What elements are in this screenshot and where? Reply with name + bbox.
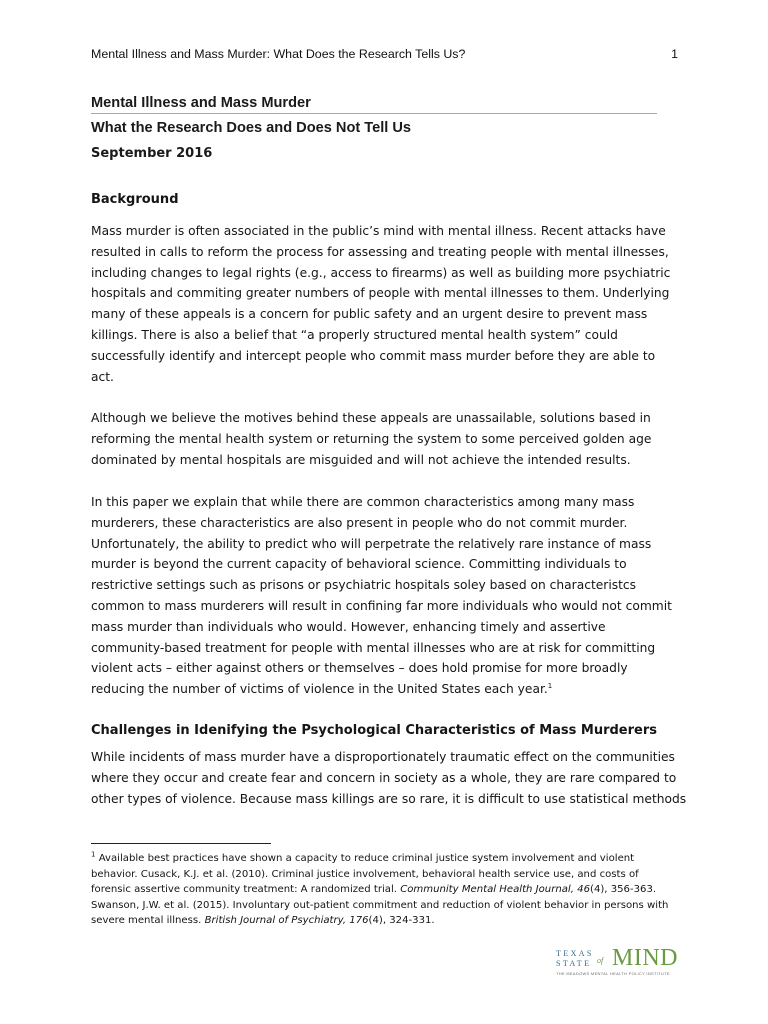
footnote-line: behavior. Cusack, K.J. et al. (2010). Criminal justice involvement, behavioral health service use, and costs of — [91, 868, 639, 880]
background-paragraph-3 — [91, 492, 691, 700]
footnote-reference[interactable]: 1 — [547, 682, 553, 691]
text-line: resulted in calls to reform the process for assessing and treating people with mental illnesses, — [91, 244, 669, 259]
journal-name: British Journal of Psychiatry, 176 — [204, 915, 369, 927]
section-heading-challenges: Challenges in Idenifying the Psychological Characteristics of Mass Murderers — [91, 723, 658, 738]
journal-name: Community Mental Health Journal, 46 — [400, 884, 590, 896]
text-line: Although we believe the motives behind these appeals are unassailable, solutions based in — [91, 411, 651, 425]
section-heading-background: Background — [91, 192, 179, 207]
footnote-separator — [91, 843, 271, 844]
background-paragraph-1 — [91, 221, 691, 387]
challenges-paragraph — [91, 747, 691, 809]
text-line: Unfortunately, the ability to predict who will perpetrate the relatively rare instance of mass — [91, 536, 652, 551]
footnote — [91, 851, 691, 929]
text-line: killings. There is also a belief that “a properly structured mental health system” could — [91, 327, 618, 342]
footnote-line — [91, 913, 691, 929]
text-line: act. — [91, 369, 114, 384]
document-title: Mental Illness and Mass Murder — [91, 95, 311, 111]
running-title: Mental Illness and Mass Murder: What Does the Research Tells Us? — [91, 47, 466, 61]
logo-of-text: of — [597, 956, 604, 965]
text-line: In this paper we explain that while there are common characteristics among many mass — [91, 495, 635, 509]
text-line: mass murder than individuals who would. However, enhancing timely and assertive — [91, 619, 606, 634]
title-underline — [91, 113, 657, 114]
text-line: many of these appeals is a concern for public safety and an urgent desire to prevent mass — [91, 307, 648, 322]
text-line: hospitals and commiting greater numbers of people with mental illnesses to them. Underlying — [91, 286, 670, 301]
text-line: Mass murder is often associated in the public’s mind with mental illness. Recent attacks have — [91, 224, 666, 238]
footnote-text: forensic assertive community treatment: A randomized trial. — [91, 884, 401, 896]
text-line: common to mass murderers will result in confining far more individuals who would not commit — [91, 598, 672, 613]
text-line: restrictive settings such as prisons or psychiatric hospitals soley based on characteristcs — [91, 578, 637, 593]
footnote-line — [91, 851, 691, 867]
footnote-text: (4), 324-331. — [368, 915, 435, 927]
document-subtitle: What the Research Does and Does Not Tell Us — [91, 120, 412, 136]
logo-texas-text: TEXAS — [556, 949, 594, 958]
text-line: reforming the mental health system or returning the system to some perceived golden age — [91, 431, 652, 446]
text-line: successfully identify and intercept people who commit mass murder before they are able to — [91, 348, 656, 363]
text-line: violent acts – either against others or themselves – does hold promise for more broadly — [91, 661, 628, 676]
text-line: While incidents of mass murder have a disproportionately traumatic effect on the communities — [91, 750, 675, 764]
text-line: other types of violence. Because mass killings are so rare, it is difficult to use statistical methods — [91, 791, 687, 806]
text-line — [91, 679, 691, 700]
text-line: murderers, these characteristics are also present in people who do not commit murder. — [91, 515, 628, 530]
texas-state-of-mind-logo — [556, 946, 678, 978]
footnote-marker: 1 — [91, 850, 96, 859]
footnote-text: Available best practices have shown a capacity to reduce criminal justice system involvement and violent — [98, 853, 635, 864]
page-number: 1 — [671, 47, 678, 61]
footnote-line — [91, 882, 691, 898]
footnote-text: (4), 356-363. — [590, 884, 657, 896]
text-line: murder is beyond the current capacity of behavioral science. Committing individuals to — [91, 557, 627, 572]
logo-state-text: STATE — [556, 959, 592, 968]
background-paragraph-2 — [91, 408, 691, 470]
logo-mind-text: MIND — [612, 945, 678, 971]
document-date: September 2016 — [91, 146, 213, 161]
logo-tagline: THE MEADOWS MENTAL HEALTH POLICY INSTITUTE — [556, 971, 670, 976]
running-header — [91, 47, 678, 61]
text-line: community-based treatment for people with mental illnesses who are at risk for committing — [91, 640, 656, 655]
footnote-text: severe mental illness. — [91, 915, 205, 927]
text-line: including changes to legal rights (e.g., access to firearms) as well as building more psychiatric — [91, 265, 671, 280]
text-line-content: reducing the number of victims of violence in the United States each year. — [91, 682, 548, 697]
text-line: where they occur and create fear and concern in society as a whole, they are rare compared to — [91, 770, 677, 785]
footnote-line: Swanson, J.W. et al. (2015). Involuntary out-patient commitment and reduction of violent behavior in persons with — [91, 899, 669, 911]
text-line: dominated by mental hospitals are misguided and will not achieve the intended results. — [91, 452, 631, 467]
title-block — [91, 93, 657, 163]
